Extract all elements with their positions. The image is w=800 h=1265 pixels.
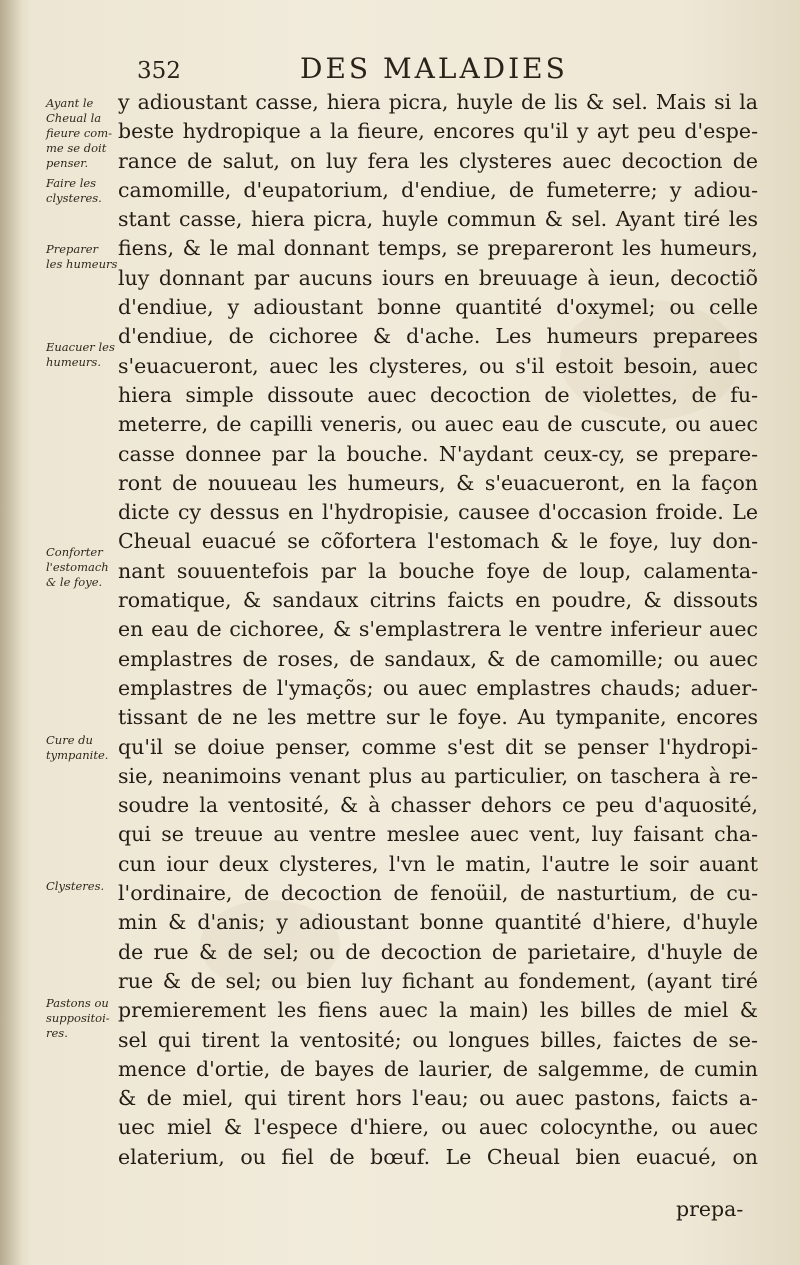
text-line: romatique, & sandaux citrins faicts en poudre, & dissouts xyxy=(118,588,758,613)
margin-note-line: Preparer xyxy=(46,242,99,256)
text-line: hiera simple dissoute auec decoction de violettes, de fu- xyxy=(118,382,758,407)
body-text xyxy=(118,88,758,1172)
margin-note-line: Pastons ou xyxy=(46,996,109,1010)
margin-note-line: suppositoi- xyxy=(46,1011,110,1025)
text-line: d'endiue, y adioustant bonne quantité d'oxymel; ou celle xyxy=(118,295,758,320)
text-line: uec miel & l'espece d'hiere, ou auec colocynthe, ou auec xyxy=(118,1115,758,1140)
text-line: en eau de cichoree, & s'emplastrera le ventre inferieur auec xyxy=(118,617,758,642)
margin-notes xyxy=(0,0,135,1265)
margin-note-line: me se doit xyxy=(46,141,107,155)
margin-note-line: Cure du xyxy=(46,733,93,747)
text-line: stant casse, hiera picra, huyle commun & sel. Ayant tiré les xyxy=(118,207,758,232)
text-line: ront de nouueau les humeurs, & s'euacueront, en la façon xyxy=(118,470,758,495)
text-line: dicte cy dessus en l'hydropisie, causee d'occasion froide. Le xyxy=(118,500,758,525)
text-line: y adioustant casse, hiera picra, huyle de lis & sel. Mais si la xyxy=(118,90,758,114)
margin-note-line: & le foye. xyxy=(46,575,103,589)
text-line: nant souuentefois par la bouche foye de loup, calamenta- xyxy=(118,558,758,583)
text-line: qui se treuue au ventre meslee auec vent, luy faisant cha- xyxy=(118,822,758,847)
text-line: d'endiue, de cichoree & d'ache. Les humeurs preparees xyxy=(118,324,758,349)
running-head: DES MALADIES xyxy=(300,52,568,85)
text-line: emplastres de roses, de sandaux, & de camomille; ou auec xyxy=(118,646,758,671)
catchword: prepa- xyxy=(676,1197,744,1221)
text-line: min & d'anis; y adioustant bonne quantité d'hiere, d'huyle xyxy=(118,910,758,935)
margin-note-line: Ayant le xyxy=(46,96,94,110)
margin-note-line: les humeurs xyxy=(46,257,118,271)
text-line: meterre, de capilli veneris, ou auec eau de cuscute, ou auec xyxy=(118,412,758,437)
margin-note-line: penser. xyxy=(46,156,89,170)
text-line: luy donnant par aucuns iours en breuuage à ieun, decoctiõ xyxy=(118,265,758,290)
text-line: rue & de sel; ou bien luy fichant au fondement, (ayant tiré xyxy=(118,968,758,993)
page-number: 352 xyxy=(137,58,181,84)
text-line: beste hydropique a la fieure, encores qu'il y ayt peu d'espe- xyxy=(118,119,758,144)
margin-note-line: clysteres. xyxy=(46,191,102,205)
text-line: l'ordinaire, de decoction de fenoüil, de nasturtium, de cu- xyxy=(118,881,758,906)
text-line: camomille, d'eupatorium, d'endiue, de fumeterre; y adiou- xyxy=(118,177,758,202)
text-line: de rue & de sel; ou de decoction de parietaire, d'huyle de xyxy=(118,939,758,964)
text-line: & de miel, qui tirent hors l'eau; ou auec pastons, faicts a- xyxy=(118,1086,758,1111)
margin-note-line: humeurs. xyxy=(46,355,101,369)
text-line: rance de salut, on luy fera les clysteres auec decoction de xyxy=(118,148,758,173)
text-line: premierement les fiens auec la main) les billes de miel & xyxy=(118,998,758,1023)
margin-note-line: tympanite. xyxy=(46,748,109,762)
text-line: qu'il se doiue penser, comme s'est dit se penser l'hydropi- xyxy=(118,734,758,759)
margin-note-line: Clysteres. xyxy=(46,879,105,893)
text-line: cun iour deux clysteres, l'vn le matin, l'autre le soir auant xyxy=(118,851,758,876)
margin-note-line: Euacuer les xyxy=(46,340,115,354)
margin-note-line: fieure com- xyxy=(46,126,112,140)
text-line: s'euacueront, auec les clysteres, ou s'il estoit besoin, auec xyxy=(118,353,758,378)
text-line: sie, neanimoins venant plus au particulier, on taschera à re- xyxy=(118,763,758,788)
text-line: Cheual euacué se cõfortera l'estomach & le foye, luy don- xyxy=(118,529,758,554)
margin-note-line: Conforter xyxy=(46,545,103,559)
margin-note-line: Cheual la xyxy=(46,111,102,125)
text-line: sel qui tirent la ventosité; ou longues billes, faictes de se- xyxy=(118,1027,758,1052)
text-line: elaterium, ou fiel de bœuf. Le Cheual bien euacué, on xyxy=(118,1144,758,1169)
text-line: emplastres de l'ymaçõs; ou auec emplastres chauds; aduer- xyxy=(118,675,758,700)
text-line: tissant de ne les mettre sur le foye. Au tympanite, encores xyxy=(118,705,758,730)
text-line: mence d'ortie, de bayes de laurier, de salgemme, de cumin xyxy=(118,1056,758,1081)
text-line: casse donnee par la bouche. N'aydant ceux-cy, se prepare- xyxy=(118,441,758,466)
text-line: fiens, & le mal donnant temps, se prepareront les humeurs, xyxy=(118,236,758,261)
margin-note-line: l'estomach xyxy=(46,560,109,574)
margin-note-line: Faire les xyxy=(46,176,97,190)
text-line: soudre la ventosité, & à chasser dehors ce peu d'aquosité, xyxy=(118,793,758,818)
margin-note-line: res. xyxy=(46,1026,68,1040)
